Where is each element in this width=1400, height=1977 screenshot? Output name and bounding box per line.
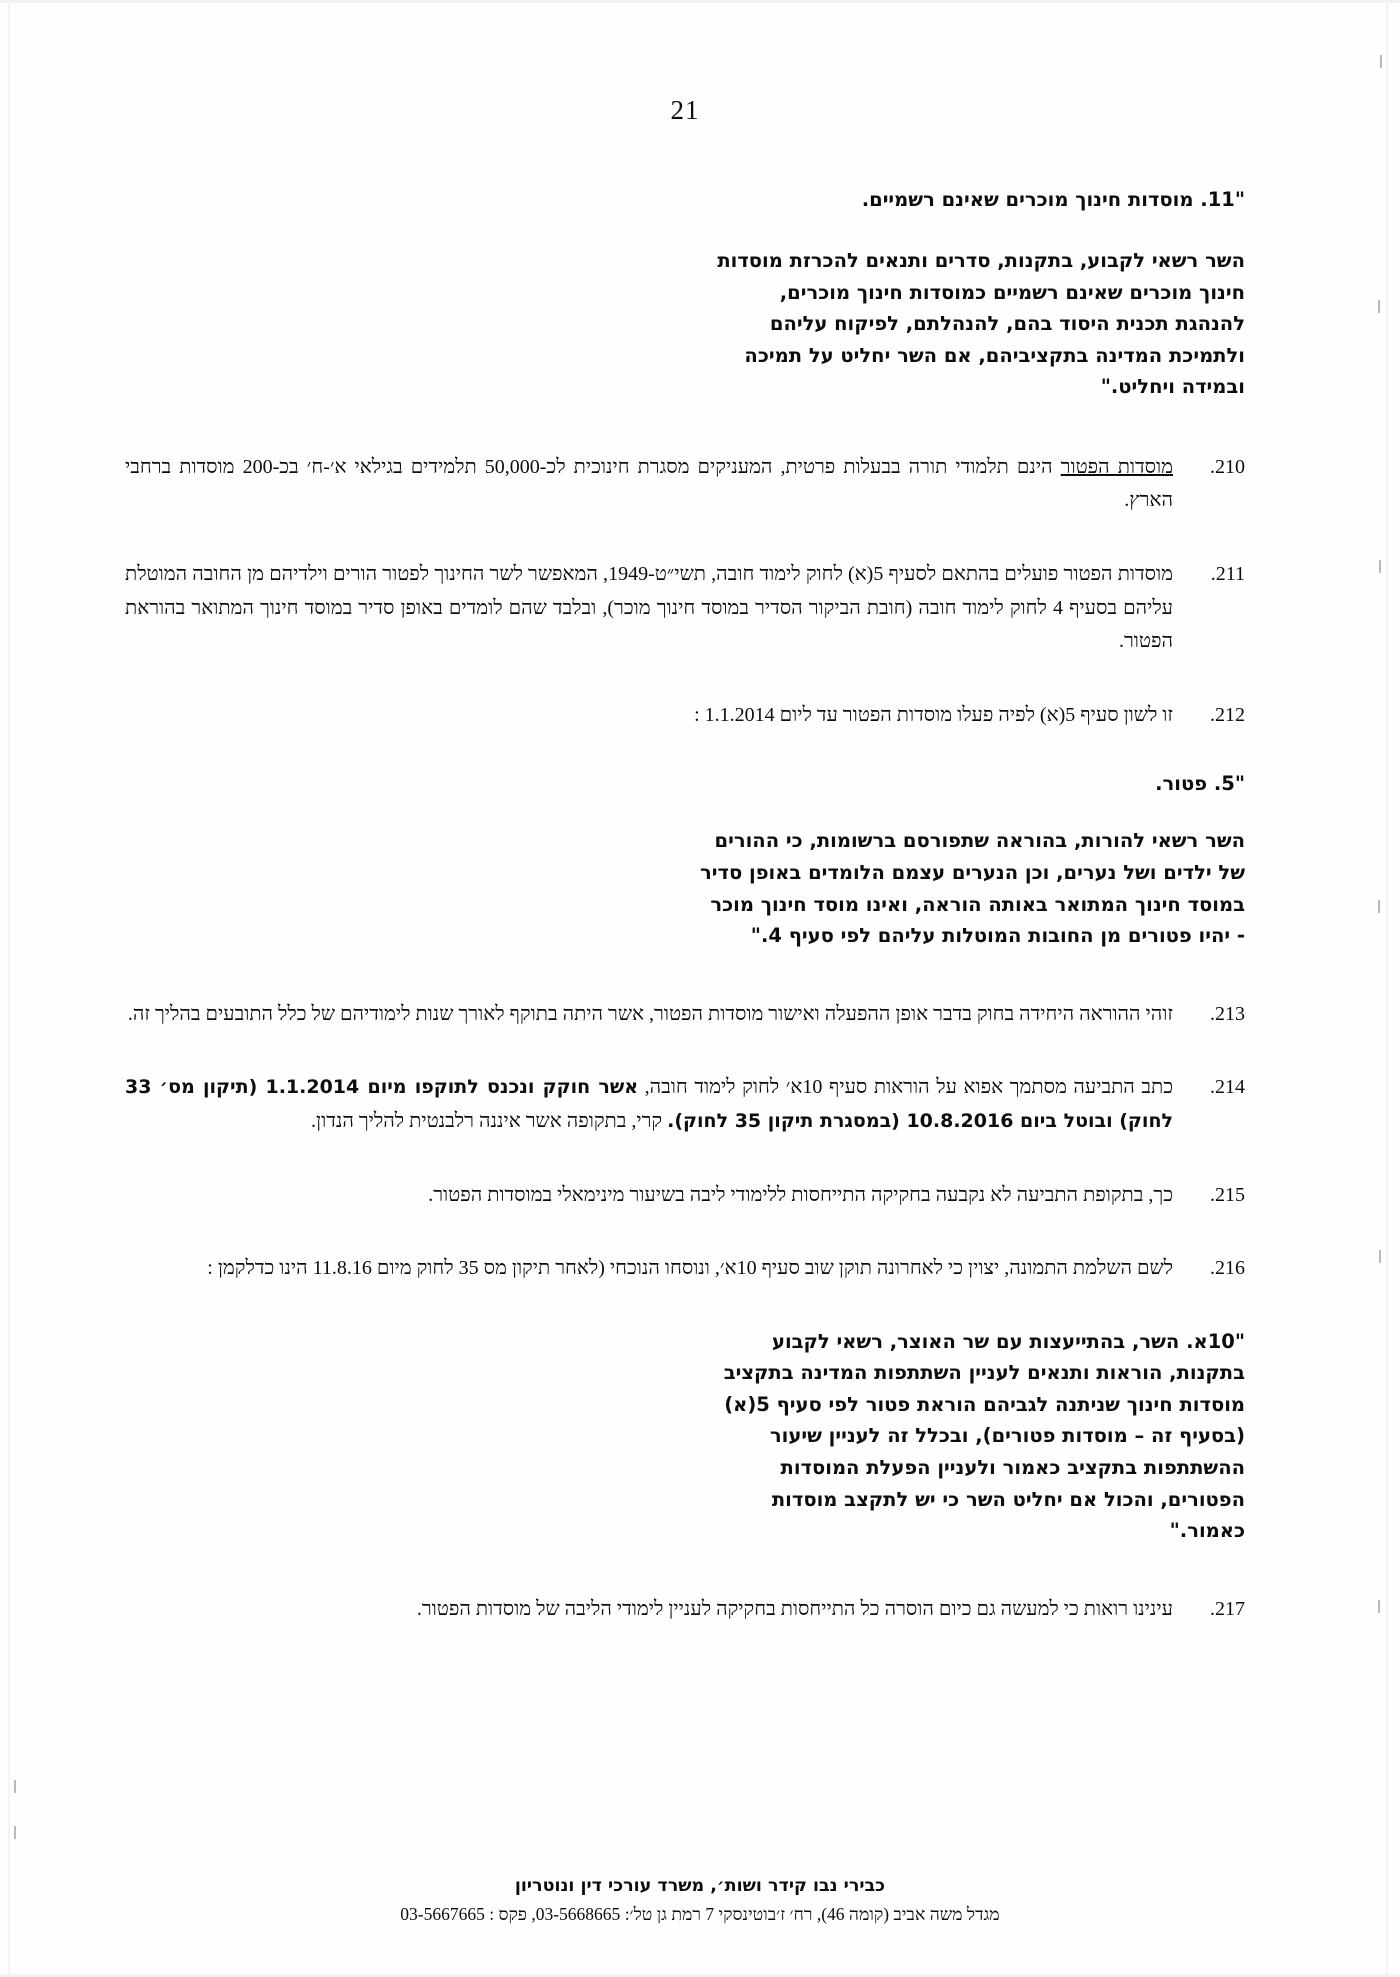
- page-number: 21: [670, 95, 700, 125]
- paragraph-text: מוסדות הפטור פועלים בהתאם לסעיף 5(א) לחוק לימוד חובה, תשי״ט-1949, המאפשר לשר החינוך לפטור הורים וילדיהם מן החובה המוטלת עליהם בסעיף 4 לחוק לימוד חובה (חובת הביקור הסדיר במוסד חינוך מוכר), ובלבד שהם לומדים באופן סדיר במוסד חינוך המתואר בהוראת הפטור.: [125, 563, 1174, 653]
- statute-10a-quote: [700, 1326, 1245, 1547]
- quote-line: הפטורים, והכול אם יחליט השר כי יש לתקצב מוסדות: [771, 1487, 1245, 1511]
- paragraph-text: עינינו רואות כי למעשה גם כיום הוסרה כל התייחסות בחקיקה לעניין לימודי הליבה של מוסדות הפטור.: [416, 1597, 1173, 1620]
- quote-line: ולתמיכת המדינה בתקציביהם, אם השר יחליט על תמיכה: [744, 343, 1245, 367]
- quote-line: השר רשאי לקבוע, בתקנות, סדרים ותנאים להכרזת מוסדות: [717, 249, 1245, 272]
- footer-address: מגדל משה אביב (קומה 46), רח׳ ז׳בוטינסקי 7 רמת גן טל׳: 03-5668665, פקס : 03-5667665: [400, 1904, 1000, 1924]
- statute-5-quote: [645, 825, 1245, 951]
- underlined-term: מוסדות הפטור: [1060, 455, 1173, 478]
- quote-line: של ילדים ושל נערים, וכן הנערים עצמם הלומדים באופן סדיר: [700, 861, 1245, 885]
- paragraph-number: 212.: [1210, 703, 1245, 726]
- footer-firm-name: כבירי נבו קידר ושות׳, משרד עורכי דין ונוטריון: [514, 1876, 886, 1896]
- quote-line: חינוך מוכרים שאינם רשמיים כמוסדות חינוך מוכרים,: [779, 280, 1245, 304]
- paragraph-segment: הינם תלמודי תורה בבעלות פרטית, המעניקים מסגרת חינוכית לכ-50,000 תלמידים בגילאי א׳-ח׳ בכ-200 מוסדות ברחבי הארץ.: [125, 455, 1173, 512]
- quote-line: כאמור.": [1169, 1519, 1245, 1543]
- paragraph-number: 210.: [1210, 455, 1245, 478]
- paragraph-number: 214.: [1210, 1076, 1245, 1099]
- paragraph-217: [125, 1593, 1245, 1627]
- paragraph-213: [125, 998, 1245, 1032]
- paragraph-number: 216.: [1210, 1257, 1245, 1280]
- paragraph-number: 213.: [1210, 1002, 1245, 1025]
- statute-11-heading: "11. מוסדות חינוך מוכרים שאינם רשמיים.: [861, 188, 1245, 211]
- paragraph-211: [125, 558, 1245, 659]
- quote-line: ובמידה ויחליט.": [1100, 375, 1245, 399]
- paragraph-text: זו לשון סעיף 5(א) לפיה פעלו מוסדות הפטור עד ליום 1.1.2014 :: [694, 703, 1173, 726]
- quote-line: בתקנות, הוראות ותנאים לעניין השתתפות המדינה בתקציב: [723, 1361, 1245, 1385]
- paragraph-segment: קרי, בתקופה אשר איננה רלבנטית להליך הנדון.: [311, 1109, 668, 1132]
- paragraph-number: 215.: [1210, 1183, 1245, 1206]
- quote-line: להנהגת תכנית היסוד בהם, להנהלתם, לפיקוח עליהם: [769, 312, 1245, 336]
- quote-line: (בסעיף זה – מוסדות פטורים), ובכלל זה לעניין שיעור: [769, 1424, 1245, 1448]
- paragraph-text: לשם השלמת התמונה, יצוין כי לאחרונה תוקן שוב סעיף 10א׳, ונוסחו הנוכחי (לאחר תיקון מס 35 לחוק מיום 11.8.16 הינו כדלקמן :: [207, 1257, 1173, 1280]
- statute-11-quote: [655, 245, 1245, 403]
- quote-line: ההשתתפות בתקציב כאמור ולעניין הפעלת המוסדות: [780, 1456, 1245, 1480]
- page-footer: [0, 1876, 1400, 1925]
- paragraph-segment: כתב התביעה מסתמך אפוא על הוראות סעיף 10א׳ לחוק לימוד חובה,: [638, 1076, 1174, 1099]
- paragraph-text: כך, בתקופת התביעה לא נקבעה בחקיקה התייחסות ללימודי ליבה בשיעור מינימאלי במוסדות הפטור.: [428, 1183, 1173, 1206]
- paragraph-number: 211.: [1210, 563, 1245, 586]
- paragraph-216: [125, 1252, 1245, 1286]
- paragraph-215: [125, 1179, 1245, 1213]
- paragraph-214: [125, 1071, 1245, 1138]
- paragraph-212: [125, 699, 1245, 733]
- statute-5-heading: "5. פטור.: [1155, 772, 1245, 796]
- paragraph-210: [125, 451, 1245, 518]
- quote-line: "10א. השר, בהתייעצות עם שר האוצר, רשאי לקבוע: [771, 1329, 1245, 1353]
- quote-line: השר רשאי להורות, בהוראה שתפורסם ברשומות, כי ההורים: [714, 829, 1245, 853]
- quote-line: במוסד חינוך המתואר באותה הוראה, ואינו מוסד חינוך מוכר: [710, 892, 1245, 916]
- quote-line: מוסדות חינוך שניתנה לגביהם הוראת פטור לפי סעיף 5(א): [724, 1392, 1245, 1416]
- paragraph-text: זוהי ההוראה היחידה בחוק בדבר אופן ההפעלה ואישור מוסדות הפטור, אשר היתה בתוקף לאורך שנות לימודיהם של כלל התובעים בהליך זה.: [127, 1002, 1173, 1025]
- bold-segment: אשר חוקק ונכנס לתוקפו מיום 1.1.2014 (תיקון מס׳ 33 לחוק) ובוטל ביום 10.8.2016 (במסגרת תיקון 35 לחוק).: [125, 1076, 1173, 1132]
- paragraph-text: [125, 451, 1173, 518]
- quote-line: - יהיו פטורים מן החובות המוטלות עליהם לפי סעיף 4.": [750, 924, 1245, 948]
- paragraph-text: [125, 1071, 1173, 1138]
- paragraph-number: 217.: [1210, 1597, 1245, 1620]
